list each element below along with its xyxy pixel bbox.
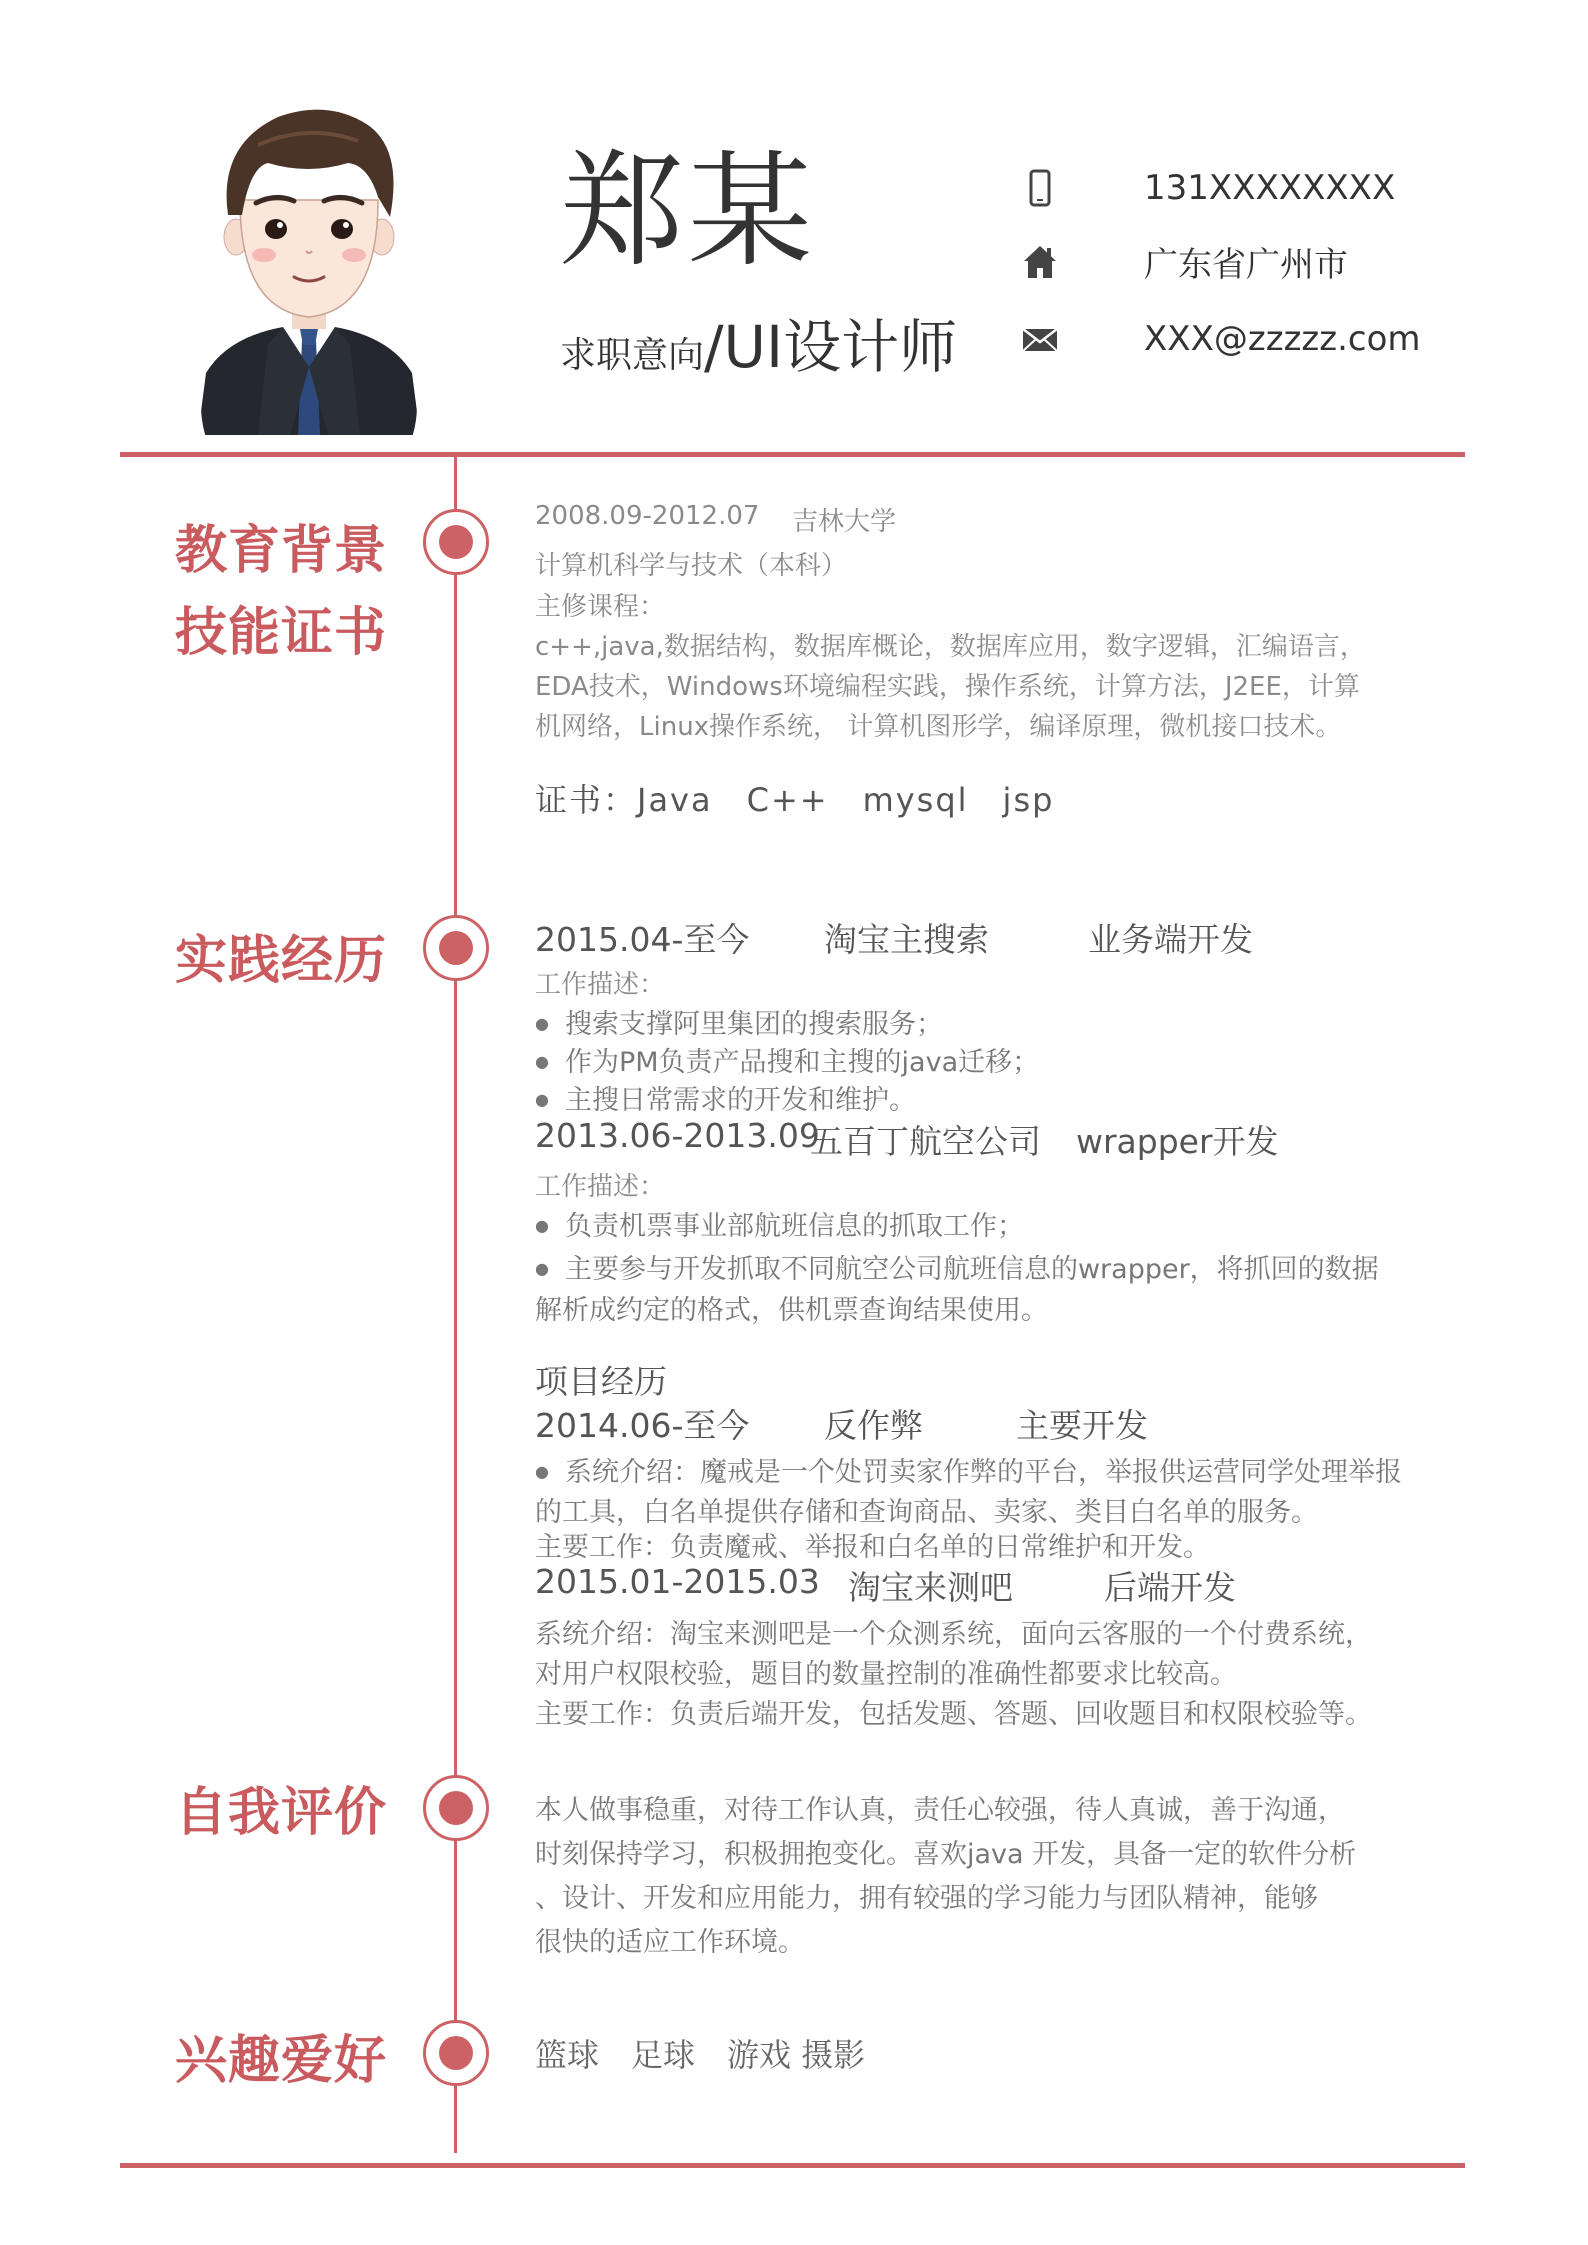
bottom-divider bbox=[120, 2163, 1465, 2168]
phone-icon bbox=[1020, 168, 1060, 208]
project-role: 后端开发 bbox=[1104, 1568, 1236, 1607]
job-bullet: ● 作为PM负责产品搜和主搜的java迁移； bbox=[535, 1040, 1039, 1079]
section-title-practice: 实践经历 bbox=[175, 931, 388, 991]
objective-label: 求职意向 bbox=[560, 335, 705, 376]
section-title-self-eval: 自我评价 bbox=[175, 1783, 388, 1843]
job-bullet-continuation: 解析成约定的格式，供机票查询结果使用。 bbox=[535, 1295, 1048, 1326]
project-line: 对用户权限校验，题目的数量控制的准确性都要求比较高。 bbox=[535, 1659, 1237, 1690]
email: XXX@zzzzz.com bbox=[1144, 319, 1421, 359]
section-title-education: 教育背景 bbox=[175, 521, 388, 581]
education-period: 2008.09-2012.07 bbox=[535, 501, 760, 531]
job-period: 2015.04-至今 bbox=[535, 920, 750, 959]
job-objective bbox=[560, 300, 957, 384]
job-company: 淘宝主搜索 bbox=[824, 920, 989, 959]
projects-label: 项目经历 bbox=[535, 1362, 667, 1401]
mail-icon bbox=[1020, 319, 1060, 359]
phone-number: 131XXXXXXXX bbox=[1144, 168, 1396, 208]
project-period: 2015.01-2015.03 bbox=[535, 1562, 820, 1601]
education-major: 计算机科学与技术（本科） bbox=[535, 551, 848, 581]
job-desc-label: 工作描述： bbox=[535, 1172, 666, 1202]
project-name: 淘宝来测吧 bbox=[848, 1568, 1013, 1607]
education-school: 吉林大学 bbox=[792, 507, 897, 537]
self-eval-line: 本人做事稳重，对待工作认真，责任心较强，待人真诚，善于沟通， bbox=[535, 1795, 1345, 1826]
project-line: ● 系统介绍：魔戒是一个处罚卖家作弊的平台，举报供运营同学处理举报 bbox=[535, 1450, 1402, 1489]
objective-value: /UI设计师 bbox=[704, 313, 958, 381]
courses-line: EDA技术，Windows环境编程实践，操作系统，计算方法，J2EE，计算 bbox=[535, 672, 1360, 702]
project-line: 的工具，白名单提供存储和查询商品、卖家、类目白名单的服务。 bbox=[535, 1497, 1318, 1528]
courses-line: 机网络，Linux操作系统， 计算机图形学，编译原理，微机接口技术。 bbox=[535, 712, 1342, 742]
contact-address bbox=[1020, 236, 1348, 286]
section-title-skills: 技能证书 bbox=[175, 603, 388, 663]
job-bullet: ● 搜索支撑阿里集团的搜索服务； bbox=[535, 1002, 943, 1041]
contact-phone bbox=[1020, 163, 1395, 213]
job-bullet: ● 负责机票事业部航班信息的抓取工作； bbox=[535, 1204, 1024, 1243]
avatar bbox=[198, 105, 420, 435]
candidate-name: 郑某 bbox=[560, 140, 817, 284]
section-title-hobbies: 兴趣爱好 bbox=[175, 2031, 388, 2091]
home-icon bbox=[1020, 241, 1060, 281]
hobbies: 篮球 足球 游戏 摄影 bbox=[535, 2036, 866, 2074]
timeline-marker bbox=[423, 509, 489, 575]
top-divider bbox=[120, 452, 1465, 457]
project-line: 主要工作：负责魔戒、举报和白名单的日常维护和开发。 bbox=[535, 1532, 1210, 1563]
courses-label: 主修课程： bbox=[535, 592, 666, 622]
self-eval-line: 很快的适应工作环境。 bbox=[535, 1927, 805, 1958]
timeline-line bbox=[454, 453, 457, 2153]
project-line: 系统介绍：淘宝来测吧是一个众测系统，面向云客服的一个付费系统， bbox=[535, 1619, 1372, 1650]
contact-email bbox=[1020, 314, 1421, 364]
address: 广东省广州市 bbox=[1144, 244, 1348, 285]
job-desc-label: 工作描述： bbox=[535, 970, 666, 1000]
job-bullet: ● 主要参与开发抓取不同航空公司航班信息的wrapper，将抓回的数据 bbox=[535, 1247, 1379, 1286]
job-period: 2013.06-2013.09 bbox=[535, 1116, 820, 1155]
self-eval-line: 、设计、开发和应用能力，拥有较强的学习能力与团队精神，能够 bbox=[535, 1883, 1318, 1914]
timeline-marker bbox=[423, 1775, 489, 1841]
timeline-marker bbox=[423, 915, 489, 981]
job-role: 业务端开发 bbox=[1088, 920, 1253, 959]
courses-line: c++,java,数据结构，数据库概论，数据库应用，数字逻辑，汇编语言， bbox=[535, 632, 1366, 662]
project-role: 主要开发 bbox=[1016, 1406, 1148, 1445]
self-eval-line: 时刻保持学习，积极拥抱变化。喜欢java 开发，具备一定的软件分析 bbox=[535, 1839, 1357, 1870]
certificates: 证书：Java C++ mysql jsp bbox=[535, 781, 1055, 819]
project-name: 反作弊 bbox=[824, 1406, 923, 1445]
project-line: 主要工作：负责后端开发，包括发题、答题、回收题目和权限校验等。 bbox=[535, 1699, 1372, 1730]
project-period: 2014.06-至今 bbox=[535, 1406, 750, 1445]
timeline-marker bbox=[423, 2020, 489, 2086]
job-company: 五百丁航空公司 bbox=[810, 1122, 1041, 1161]
job-role: wrapper开发 bbox=[1076, 1122, 1279, 1161]
job-bullet: ● 主搜日常需求的开发和维护。 bbox=[535, 1078, 916, 1117]
